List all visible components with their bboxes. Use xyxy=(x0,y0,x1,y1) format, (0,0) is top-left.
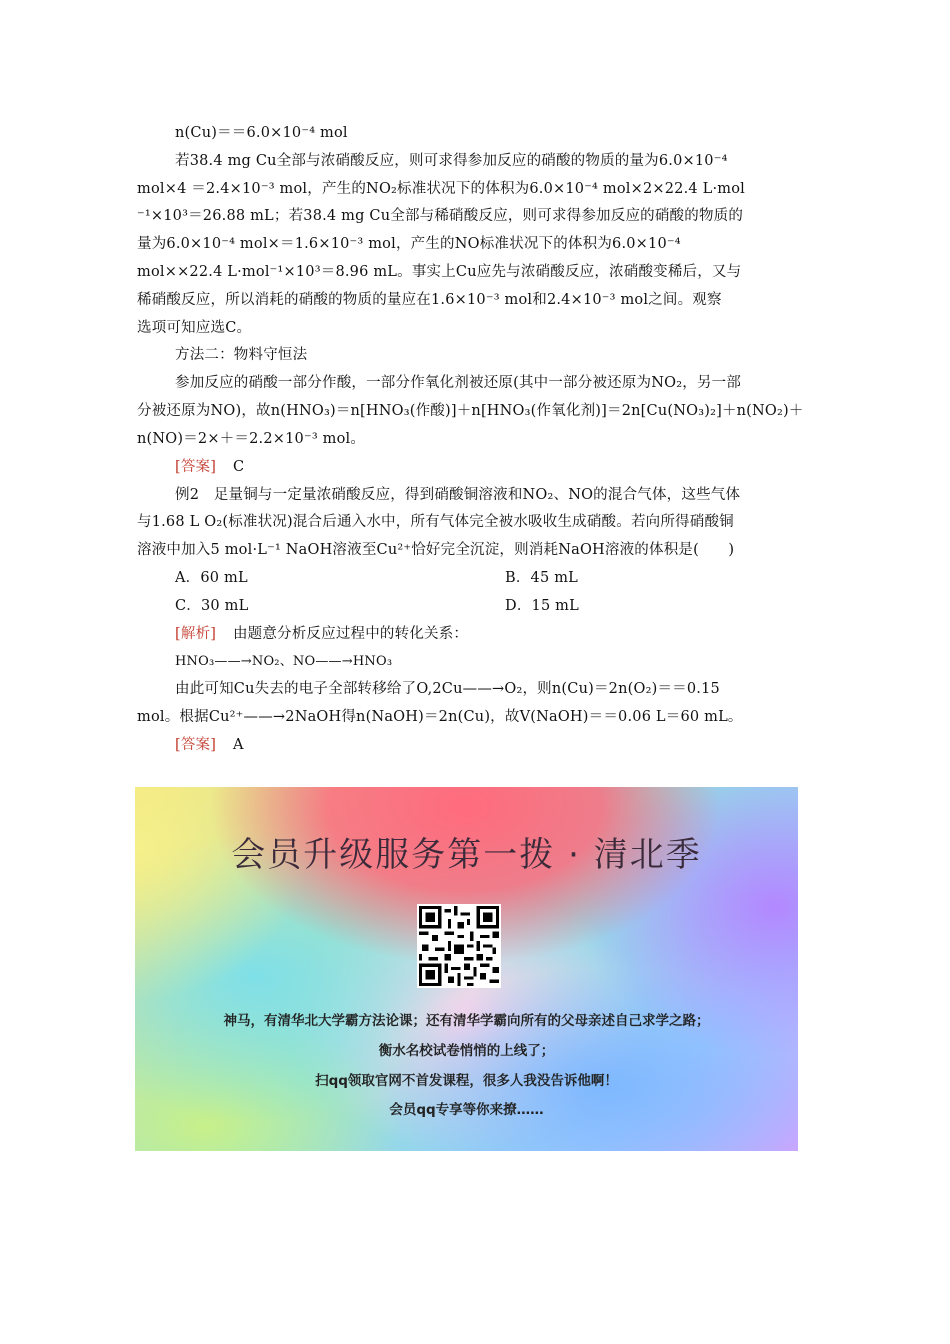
text-line: mol××22.4 L·mol⁻¹×10³＝8.96 mL。事实上Cu应先与浓硝酸反应，浓硝酸变稀后，又与 xyxy=(137,264,742,280)
banner-line: 神马，有清华北大学霸方法论课；还有清华学霸向所有的父母亲述自己求学之路； xyxy=(223,1013,710,1029)
text-line: ⁻¹×10³＝26.88 mL；若38.4 mg Cu全部与稀硝酸反应，则可求得参加反应的硝酸的物质的 xyxy=(137,208,744,224)
text-line: 稀硝酸反应，所以消耗的硝酸的物质的量应在1.6×10⁻³ mol和2.4×10⁻³ mol之间。观察 xyxy=(137,292,722,308)
option-a: A．60 mL xyxy=(175,570,248,586)
analysis-text: 由题意分析反应过程中的转化关系： xyxy=(232,626,469,642)
analysis-tag: [解析] xyxy=(175,626,217,642)
text-line: 由此可知Cu失去的电子全部转移给了O,2Cu——→O₂，则n(Cu)＝2n(O₂)＝＝0.15 xyxy=(175,681,720,697)
option-d: D．15 mL xyxy=(505,598,579,614)
text-line: mol。根据Cu²⁺——→2NaOH得n(NaOH)＝2n(Cu)，故V(NaOH)＝＝0.06 L＝60 mL。 xyxy=(137,709,743,725)
text-line: n(Cu)＝＝6.0×10⁻⁴ mol xyxy=(175,125,348,141)
option-c: C．30 mL xyxy=(175,598,249,614)
answer-line xyxy=(175,457,855,477)
answer-line xyxy=(175,735,855,755)
promo-banner[interactable] xyxy=(135,787,798,1151)
banner-line: 会员qq专享等你来撩…… xyxy=(389,1102,544,1118)
question-line: 溶液中加入5 mol·L⁻¹ NaOH溶液至Cu²⁺恰好完全沉淀，则消耗NaOH溶液的体积是( ) xyxy=(137,542,735,558)
banner-title: 会员升级服务第一拨 · 清北季 xyxy=(231,835,702,875)
text-line: 选项可知应选C。 xyxy=(137,320,252,336)
question-line: 与1.68 L O₂(标准状况)混合后通入水中，所有气体完全被水吸收生成硝酸。若向所得硝酸铜 xyxy=(137,514,734,530)
option-b: B．45 mL xyxy=(505,570,578,586)
banner-line: 衡水名校试卷悄悄的上线了； xyxy=(378,1043,555,1059)
text-line: n(NO)＝2×＋＝2.2×10⁻³ mol。 xyxy=(137,431,366,447)
text-line: mol×4 ＝2.4×10⁻³ mol，产生的NO₂标准状况下的体积为6.0×10⁻⁴ mol×2×22.4 L·mol xyxy=(137,181,745,197)
qr-code-icon[interactable] xyxy=(417,904,501,988)
text-line: 分被还原为NO)，故n(HNO₃)＝n[HNO₃(作酸)]＋n[HNO₃(作氧化剂)]＝2n[Cu(NO₃)₂]＋n(NO₂)＋ xyxy=(137,403,804,419)
question-line: 例2 足量铜与一定量浓硝酸反应，得到硝酸铜溶液和NO₂、NO的混合气体，这些气体 xyxy=(175,487,741,503)
answer-value: A xyxy=(232,737,244,753)
text-line: 量为6.0×10⁻⁴ mol×＝1.6×10⁻³ mol，产生的NO标准状况下的体积为6.0×10⁻⁴ xyxy=(137,236,681,252)
analysis-line xyxy=(175,624,855,644)
answer-tag: [答案] xyxy=(175,459,217,475)
conversion-line: HNO₃——→NO₂、NO——→HNO₃ xyxy=(175,654,393,669)
answer-tag: [答案] xyxy=(175,737,217,753)
text-line: 若38.4 mg Cu全部与浓硝酸反应，则可求得参加反应的硝酸的物质的量为6.0×10⁻⁴ xyxy=(175,153,728,169)
answer-value: C xyxy=(232,459,245,475)
method-heading: 方法二：物料守恒法 xyxy=(175,347,308,363)
text-line: 参加反应的硝酸一部分作酸，一部分作氧化剂被还原(其中一部分被还原为NO₂，另一部 xyxy=(175,375,742,391)
banner-line: 扫qq领取官网不首发课程，很多人我没告诉他啊！ xyxy=(315,1073,618,1089)
